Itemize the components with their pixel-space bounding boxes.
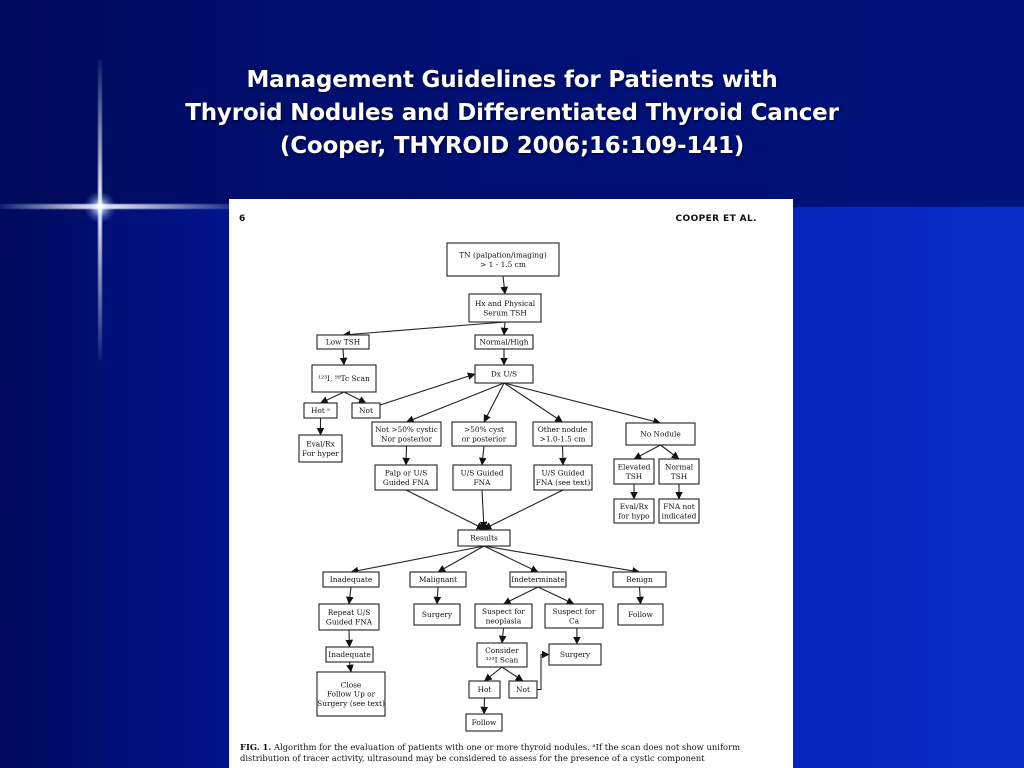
- flow-node-label: Eval/Rx: [306, 439, 335, 449]
- arrow-nonodule-to-eltsh: [634, 445, 661, 459]
- arrow-indet-to-susca: [538, 587, 574, 604]
- caption-label: FIG. 1.: [240, 742, 272, 752]
- arrow-usfna1-to-results: [482, 490, 484, 529]
- flowchart: [229, 199, 793, 768]
- flow-node-hot: [304, 403, 337, 418]
- flow-node-label: Results: [470, 533, 498, 543]
- flow-node-label: TSH: [670, 471, 688, 481]
- light-flare-center: [84, 191, 116, 223]
- flow-node-label: U/S Guided: [460, 468, 504, 478]
- flow-node-label: Consider: [485, 646, 519, 656]
- arrow-hx-to-lowtsh: [343, 322, 505, 335]
- flow-node-label: Other nodule: [537, 425, 588, 435]
- flow-node-label: ¹²³I Scan: [485, 655, 519, 665]
- arrow-usfna2-to-results: [484, 490, 563, 529]
- flow-node-label: Follow: [628, 610, 653, 620]
- flow-node-susneo: [475, 604, 532, 628]
- arrow-consider-to-hot2: [485, 667, 503, 681]
- flow-node-label: Malignant: [418, 575, 458, 585]
- arrow-inadeq1-to-repeat: [349, 587, 351, 604]
- flow-node-label: FNA: [473, 477, 491, 487]
- slide-title: [60, 64, 964, 163]
- flow-node-hot2: [469, 681, 500, 698]
- flow-node-gt50: [452, 422, 516, 446]
- arrow-malig-to-surg1: [437, 587, 438, 604]
- flow-node-label: No Nodule: [640, 429, 681, 439]
- flow-node-label: for hypo: [618, 511, 650, 521]
- flow-node-label: Not >50% cystic: [375, 425, 438, 435]
- flow-node-label: Not: [516, 685, 530, 695]
- arrow-scan-to-hot: [321, 392, 345, 403]
- flow-node-other: [533, 422, 592, 446]
- arrow-not50-to-palpfna: [406, 446, 407, 465]
- flow-node-label: Follow Up or: [326, 689, 376, 699]
- arrow-hot2-to-follow2: [484, 698, 485, 714]
- arrow-dxus-to-nonodule: [504, 383, 661, 423]
- flow-node-results: [458, 530, 510, 546]
- arrow-results-to-malig: [438, 546, 484, 572]
- arrow-results-to-indet: [484, 546, 538, 572]
- flow-node-label: Surgery: [421, 610, 453, 620]
- flow-node-label: >50% cyst: [463, 425, 505, 435]
- flow-node-label: Low TSH: [325, 337, 361, 347]
- running-header: COOPER ET AL.: [675, 214, 757, 224]
- flow-node-label: Guided FNA: [382, 477, 430, 487]
- flow-node-not1: [352, 403, 380, 418]
- arrow-gt50-to-usfna1: [482, 446, 484, 465]
- flow-node-repeat: [319, 604, 379, 630]
- flow-node-label: Follow: [471, 718, 497, 728]
- flow-node-indet: [510, 572, 566, 587]
- flow-node-normhigh: [475, 335, 533, 349]
- caption-text: Algorithm for the evaluation of patients with one or more thyroid nodules. ᵃIf the scan does not show uniform distribution of tracer activity, ultrasound may be considered to assess for the presence of a cystic component: [240, 742, 741, 763]
- arrow-scan-to-not1: [344, 392, 366, 403]
- arrow-tn-to-hx: [503, 276, 505, 294]
- flow-node-label: indicated: [661, 511, 697, 521]
- flow-node-benign: [613, 572, 666, 587]
- arrow-other-to-usfna2: [563, 446, 564, 465]
- flow-node-label: TN (palpation/imaging): [459, 250, 547, 260]
- flow-node-label: Hot: [477, 685, 492, 695]
- arrow-dxus-to-gt50: [484, 383, 504, 422]
- flow-node-label: Hot ᵃ: [310, 406, 331, 416]
- arrow-inadeq2-to-close: [350, 662, 352, 672]
- flow-node-malig: [410, 572, 466, 587]
- flow-node-label: Not: [359, 406, 373, 416]
- arrow-palpfna-to-results: [406, 490, 484, 529]
- flow-node-hx: [469, 294, 541, 322]
- flow-node-label: Inadequate: [329, 575, 373, 585]
- flow-node-label: ¹²³I, ⁹⁹Tc Scan: [318, 374, 370, 384]
- flow-node-label: TSH: [625, 471, 643, 481]
- flow-node-evalhypo: [614, 499, 654, 523]
- flow-node-label: neoplasia: [485, 616, 522, 626]
- flow-node-inadeq1: [323, 572, 379, 587]
- figure-caption: [240, 742, 785, 764]
- left-band: [0, 207, 100, 768]
- light-flare-horizontal: [0, 204, 240, 209]
- arrow-consider-to-not2: [502, 667, 523, 681]
- flow-node-evalhyper: [299, 435, 342, 462]
- flow-node-label: Normal/High: [479, 337, 529, 347]
- flow-node-surg2: [549, 644, 601, 665]
- flow-node-label: Nor posterior: [381, 434, 432, 444]
- flow-node-label: Surgery: [559, 650, 591, 660]
- flow-nodes: [299, 243, 699, 731]
- flow-node-label: For hyper: [302, 448, 339, 458]
- flow-node-dxus: [475, 365, 533, 383]
- flow-node-not2: [509, 681, 537, 698]
- flow-node-label: Benign: [626, 575, 653, 585]
- flow-node-nortsh: [659, 459, 699, 484]
- flow-node-label: Hx and Physical: [474, 299, 536, 309]
- arrow-results-to-inadeq1: [351, 546, 484, 572]
- arrow-dxus-to-other: [504, 383, 563, 422]
- arrow-lowtsh-to-scan: [343, 349, 344, 365]
- flow-node-label: Eval/Rx: [619, 502, 649, 512]
- flow-node-label: > 1 - 1.5 cm: [480, 259, 526, 269]
- flow-node-label: Normal: [664, 462, 694, 472]
- flow-node-label: Elevated: [617, 462, 651, 472]
- arrow-benign-to-follow1: [640, 587, 641, 604]
- slide-title-line-3: (Cooper, THYROID 2006;16:109-141): [279, 133, 745, 159]
- flow-node-eltsh: [614, 459, 654, 484]
- flow-node-follow2: [466, 714, 502, 731]
- flow-node-label: Serum TSH: [483, 308, 527, 318]
- flow-node-fnanot: [659, 499, 699, 523]
- arrow-hx-to-normhigh: [504, 322, 505, 335]
- flow-node-nonodule: [626, 423, 695, 445]
- flow-node-usfna2: [534, 465, 592, 490]
- arrow-dxus-to-not50: [407, 383, 505, 422]
- flow-node-follow1: [618, 604, 663, 625]
- flow-node-label: Ca: [568, 616, 580, 626]
- flow-node-label: Repeat U/S: [327, 608, 371, 618]
- flow-node-label: FNA not: [663, 502, 695, 512]
- flow-node-label: Suspect for: [552, 607, 596, 617]
- slide-title-line-1: Management Guidelines for Patients with: [246, 67, 778, 93]
- flow-node-consider: [477, 643, 527, 667]
- flow-node-not50: [372, 422, 441, 446]
- figure-page: [229, 199, 793, 768]
- arrow-indet-to-susneo: [504, 587, 539, 604]
- arrow-results-to-benign: [484, 546, 640, 572]
- flow-node-scan: [312, 365, 376, 392]
- flow-node-tn: [447, 243, 559, 276]
- flow-node-surg1: [414, 604, 460, 625]
- arrow-repeat-to-inadeq2: [349, 630, 350, 647]
- arrow-not2-to-surg2: [537, 655, 549, 690]
- arrow-nonodule-to-nortsh: [661, 445, 680, 459]
- page-number: 6: [239, 214, 246, 224]
- flow-node-label: U/S Guided: [541, 468, 585, 478]
- flow-node-label: Dx U/S: [490, 369, 518, 379]
- flow-node-label: Suspect for: [482, 607, 525, 617]
- flow-node-label: >1.0-1.5 cm: [539, 434, 586, 444]
- flow-node-lowtsh: [317, 335, 369, 349]
- flow-node-label: Indeterminate: [511, 575, 565, 585]
- slide-title-line-2: Thyroid Nodules and Differentiated Thyroid Cancer: [185, 100, 839, 126]
- flow-node-label: FNA (see text): [535, 477, 591, 487]
- flow-node-palpfna: [375, 465, 437, 490]
- flow-node-label: Close: [340, 680, 362, 690]
- flow-node-usfna1: [453, 465, 511, 490]
- flow-node-label: Guided FNA: [325, 617, 373, 627]
- flow-node-close: [317, 672, 385, 716]
- flow-node-label: Palp or U/S: [384, 468, 428, 478]
- arrow-susneo-to-consider: [502, 628, 504, 643]
- flow-node-label: Surgery (see text): [317, 698, 385, 708]
- flow-node-inadeq2: [326, 647, 373, 662]
- flow-node-susca: [545, 604, 603, 628]
- flow-node-label: Inadequate: [328, 650, 371, 660]
- flow-node-label: or posterior: [461, 434, 507, 444]
